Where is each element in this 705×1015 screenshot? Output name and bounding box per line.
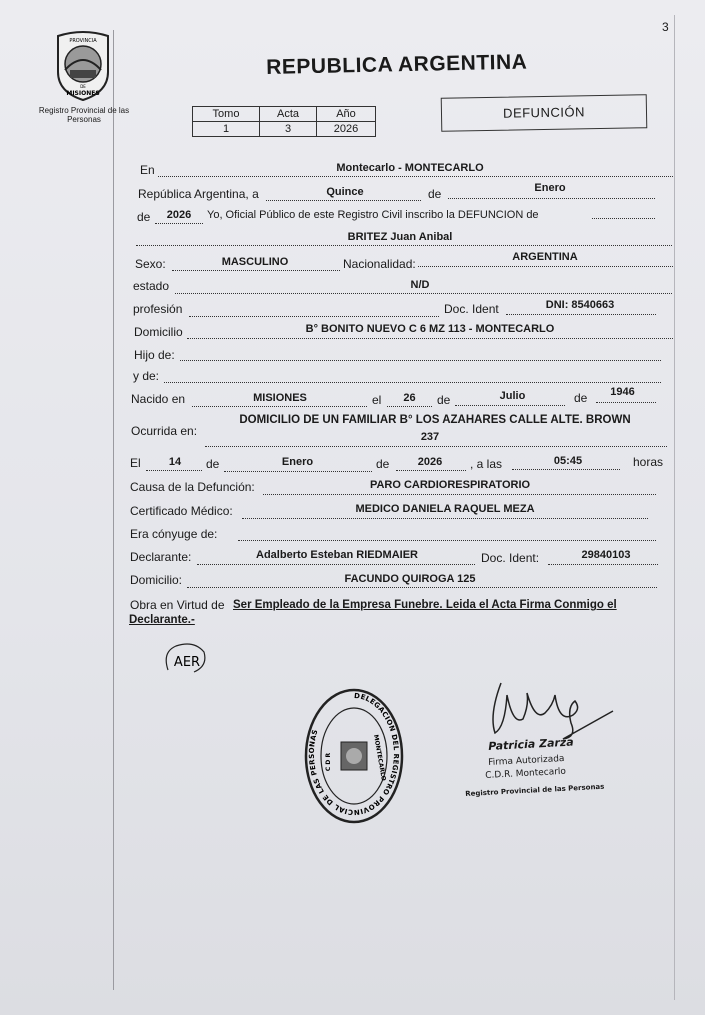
acta-type-box xyxy=(441,94,648,132)
causa-line xyxy=(263,494,656,495)
nacido-line xyxy=(192,406,367,407)
ocurrida-label: Ocurrida en: xyxy=(131,424,198,438)
day-line xyxy=(266,200,421,201)
el-label: el xyxy=(372,393,382,407)
causa-label: Causa de la Defunción: xyxy=(130,480,255,494)
ocurrida-line xyxy=(205,446,667,447)
doc-ident: DNI: 8540663 xyxy=(545,299,615,311)
y-de-line xyxy=(164,382,661,383)
registro-label: Registro Provincial de las Personas xyxy=(38,106,130,124)
value-anio: 2026 xyxy=(317,122,376,137)
domicilio: B° BONITO NUEVO C 6 MZ 113 - MONTECARLO xyxy=(305,323,555,335)
nacionalidad-line xyxy=(418,266,673,267)
causa: PARO CARDIORESPIRATORIO xyxy=(369,479,531,491)
de-label-5: de xyxy=(206,457,220,471)
domicilio-line xyxy=(187,338,673,339)
domicilio2: FACUNDO QUIROGA 125 xyxy=(344,573,476,585)
doc-ident-label: Doc. Ident xyxy=(444,302,499,316)
initials-text: AER xyxy=(173,655,201,670)
de-label-2: de xyxy=(137,210,151,224)
profesion-label: profesión xyxy=(133,302,183,316)
official-stamp xyxy=(303,686,405,826)
nacionalidad-label: Nacionalidad: xyxy=(343,257,416,271)
obra-text-1: Ser Empleado de la Empresa Funebre. Leida el Acta Firma Conmigo el xyxy=(233,599,617,611)
month-word: Enero xyxy=(534,182,566,194)
margin-line xyxy=(113,30,114,990)
signer-name: Patricia Zarza xyxy=(488,735,575,753)
page-edge-line xyxy=(674,15,675,1000)
en-line xyxy=(158,176,673,177)
nac-year: 1946 xyxy=(610,386,635,398)
nac-day-line xyxy=(387,406,432,407)
name-line xyxy=(136,245,672,246)
year-line xyxy=(155,223,203,224)
initials-mark xyxy=(160,640,210,682)
page-number: 3 xyxy=(662,20,669,34)
province-crest-icon xyxy=(50,30,116,102)
hora: 05:45 xyxy=(553,455,583,467)
certificado-label: Certificado Médico: xyxy=(130,504,233,518)
inscribe-line xyxy=(592,218,655,219)
stamp-inner-right: MONTECARLO xyxy=(371,734,387,782)
stamp-ring-text: DELEGACION DEL REGISTRO PROVINCIAL DE LAS PERSONAS xyxy=(307,691,400,817)
signature-graphic xyxy=(483,675,618,745)
year: 2026 xyxy=(166,209,192,221)
acta-type: DEFUNCIÓN xyxy=(502,104,586,121)
def-day-line xyxy=(146,470,202,471)
signer-line-1: Firma Autorizada xyxy=(488,754,565,768)
signer-line-3: Registro Provincial de las Personas xyxy=(465,782,605,798)
nac-year-line xyxy=(596,402,656,403)
nacido-label: Nacido en xyxy=(131,392,186,406)
header-tomo: Tomo xyxy=(193,107,260,122)
nacido-en: MISIONES xyxy=(253,392,307,404)
crest-text-de: DE xyxy=(80,84,86,89)
nac-day: 26 xyxy=(403,392,416,404)
en-value: Montecarlo - MONTECARLO xyxy=(336,162,484,174)
estado-label: estado xyxy=(133,279,170,293)
ocurrida-line2: 237 xyxy=(420,431,440,443)
nac-month: Julio xyxy=(499,390,526,402)
nac-month-line xyxy=(455,405,565,406)
domicilio2-label: Domicilio: xyxy=(130,573,183,587)
obra-label: Obra en Virtud de xyxy=(130,598,225,612)
en-label: En xyxy=(140,163,155,177)
header-acta: Acta xyxy=(260,107,317,122)
de-label: de xyxy=(428,187,442,201)
certificado: MEDICO DANIELA RAQUEL MEZA xyxy=(355,503,535,515)
stamp-inner-left: C D R xyxy=(325,752,332,772)
crest-text-bottom: MISIONES xyxy=(66,90,100,97)
doc-ident2-line xyxy=(548,564,658,565)
obra-text-2: Declarante.- xyxy=(129,614,195,626)
def-month: Enero xyxy=(281,456,314,468)
def-month-line xyxy=(224,471,372,472)
domicilio-label: Domicilio xyxy=(134,325,183,339)
declarante: Adalberto Esteban RIEDMAIER xyxy=(256,549,418,561)
profesion-line xyxy=(189,316,439,317)
el2-label: El xyxy=(130,456,141,470)
horas-label: horas xyxy=(633,455,664,469)
def-day: 14 xyxy=(168,456,182,468)
hora-line xyxy=(512,469,620,470)
sexo-label: Sexo: xyxy=(135,257,166,271)
certificado-line xyxy=(242,518,648,519)
ocurrida-line1: DOMICILIO DE UN FAMILIAR B° LOS AZAHARES CALLE ALTE. BROWN xyxy=(239,414,631,426)
crest-text-top: PROVINCIA xyxy=(69,38,97,44)
hijo-label: Hijo de: xyxy=(134,348,175,362)
doc-ident-line xyxy=(506,314,656,315)
declarante-label: Declarante: xyxy=(130,550,192,564)
hijo-line xyxy=(180,360,661,361)
deceased-name: BRITEZ Juan Anibal xyxy=(347,231,453,243)
doc-ident2: 29840103 xyxy=(581,549,631,561)
def-year-line xyxy=(396,470,466,471)
header-anio: Año xyxy=(317,107,376,122)
tomo-acta-table xyxy=(192,106,376,137)
estado: N/D xyxy=(410,279,430,291)
sexo: MASCULINO xyxy=(221,256,289,268)
inscribe-text: Yo, Oficial Público de este Registro Civil inscribo la DEFUNCION de xyxy=(207,209,539,221)
nacionalidad: ARGENTINA xyxy=(512,251,578,263)
de-label-4: de xyxy=(574,391,588,405)
value-acta: 3 xyxy=(260,122,317,137)
signer-line-2: C.D.R. Montecarlo xyxy=(485,766,567,781)
doc-ident2-label: Doc. Ident: xyxy=(481,551,540,565)
conyuge-line xyxy=(238,540,656,541)
value-tomo: 1 xyxy=(193,122,260,137)
de-label-3: de xyxy=(437,393,451,407)
month-line xyxy=(448,198,655,199)
de-label-6: de xyxy=(376,457,390,471)
republica-label: República Argentina, a xyxy=(138,187,259,201)
declarante-line xyxy=(197,564,475,565)
day-word: Quince xyxy=(326,186,364,198)
a-las-label: , a las xyxy=(470,457,503,471)
page-title: REPUBLICA ARGENTINA xyxy=(266,50,528,79)
estado-line xyxy=(175,293,672,294)
def-year: 2026 xyxy=(417,456,443,468)
conyuge-label: Era cónyuge de: xyxy=(130,527,218,541)
y-de-label: y de: xyxy=(133,369,160,383)
sexo-line xyxy=(172,270,340,271)
domicilio2-line xyxy=(187,587,657,588)
